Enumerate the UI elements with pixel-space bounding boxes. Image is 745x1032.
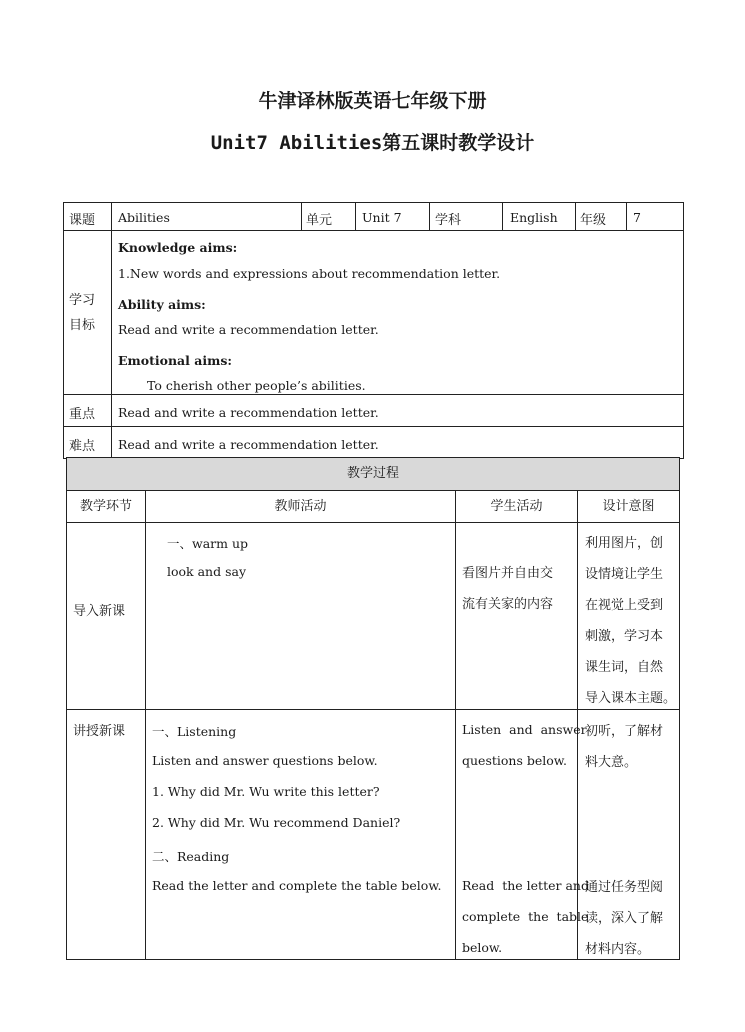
ability-aims-text: Read and write a recommendation letter. (118, 322, 379, 337)
stage-lead-in: 导入新课 (67, 523, 146, 710)
teacher-line: Listen and answer questions below. (152, 753, 378, 768)
emotional-aims-title: Emotional aims: (118, 353, 232, 368)
teacher-line: 一、Listening (152, 724, 237, 739)
key-point-text: Read and write a recommendation letter. (112, 395, 684, 427)
lead-in-intent (578, 523, 680, 710)
difficult-point-text: Read and write a recommendation letter. (112, 427, 684, 459)
teaching-intent (578, 710, 680, 960)
aims-label-line1: 学习 (69, 292, 96, 308)
subject-value: English (503, 203, 576, 231)
teacher-line: look and say (167, 564, 247, 579)
student-line: Listen and answer (462, 722, 587, 737)
student-line: Read the letter and (462, 878, 589, 893)
unit-label: 单元 (302, 203, 356, 231)
key-point-label: 重点 (64, 395, 112, 427)
column-intent: 设计意图 (578, 491, 680, 523)
intent-line: 设情境让学生 (585, 567, 664, 582)
grade-label: 年级 (576, 203, 627, 231)
intent-line: 读，深入了解 (585, 911, 664, 926)
column-student: 学生活动 (456, 491, 578, 523)
teacher-line: Read the letter and complete the table below. (152, 878, 442, 893)
teaching-student (456, 710, 589, 960)
column-stage: 教学环节 (67, 491, 146, 523)
knowledge-aims-title: Knowledge aims: (118, 240, 238, 255)
subtitle-lesson: 第五课时教学设计 (382, 132, 535, 154)
intent-line: 料大意。 (585, 755, 638, 770)
grade-value: 7 (627, 203, 684, 231)
subtitle-unit: Unit7 Abilities (210, 132, 383, 154)
teaching-process-table (66, 457, 680, 960)
stage-teaching: 讲授新课 (67, 710, 146, 960)
document-title: 牛津译林版英语七年级下册 (258, 90, 487, 112)
lead-in-teacher (146, 523, 456, 710)
aims-content (112, 231, 684, 395)
student-line: below. (462, 940, 503, 955)
aims-label (64, 231, 112, 395)
teacher-line: 一、warm up (167, 536, 249, 551)
document-subtitle (0, 128, 745, 155)
intent-line: 课生词，自然 (585, 660, 664, 675)
intent-line: 初听，了解材 (585, 724, 664, 739)
lesson-info-table (63, 202, 684, 459)
intent-line: 刺激，学习本 (585, 629, 664, 644)
knowledge-aims-text: 1.New words and expressions about recommendation letter. (118, 266, 501, 281)
subject-label: 学科 (430, 203, 503, 231)
intent-line: 通过任务型阅 (585, 880, 664, 895)
unit-value: Unit 7 (356, 203, 430, 231)
student-line: 看图片并自由交 (462, 566, 554, 581)
student-line: 流有关家的内容 (462, 597, 554, 612)
lead-in-student (456, 523, 578, 710)
intent-line: 导入课本主题。 (585, 691, 677, 706)
process-header: 教学过程 (67, 458, 680, 491)
student-line: questions below. (462, 753, 567, 768)
column-teacher: 教师活动 (146, 491, 456, 523)
intent-line: 利用图片，创 (585, 536, 664, 551)
teacher-line: 2. Why did Mr. Wu recommend Daniel? (152, 815, 401, 830)
topic-label: 课题 (64, 203, 112, 231)
difficult-point-label: 难点 (64, 427, 112, 459)
ability-aims-title: Ability aims: (118, 297, 206, 312)
student-line: complete the table (462, 909, 589, 924)
emotional-aims-text: To cherish other people’s abilities. (147, 378, 366, 393)
topic-value: Abilities (112, 203, 302, 231)
teacher-line: 1. Why did Mr. Wu write this letter? (152, 784, 380, 799)
teacher-line: 二、Reading (152, 849, 230, 864)
teaching-teacher (146, 710, 456, 960)
intent-line: 材料内容。 (585, 942, 651, 957)
intent-line: 在视觉上受到 (585, 598, 664, 613)
aims-label-line2: 目标 (69, 317, 96, 333)
